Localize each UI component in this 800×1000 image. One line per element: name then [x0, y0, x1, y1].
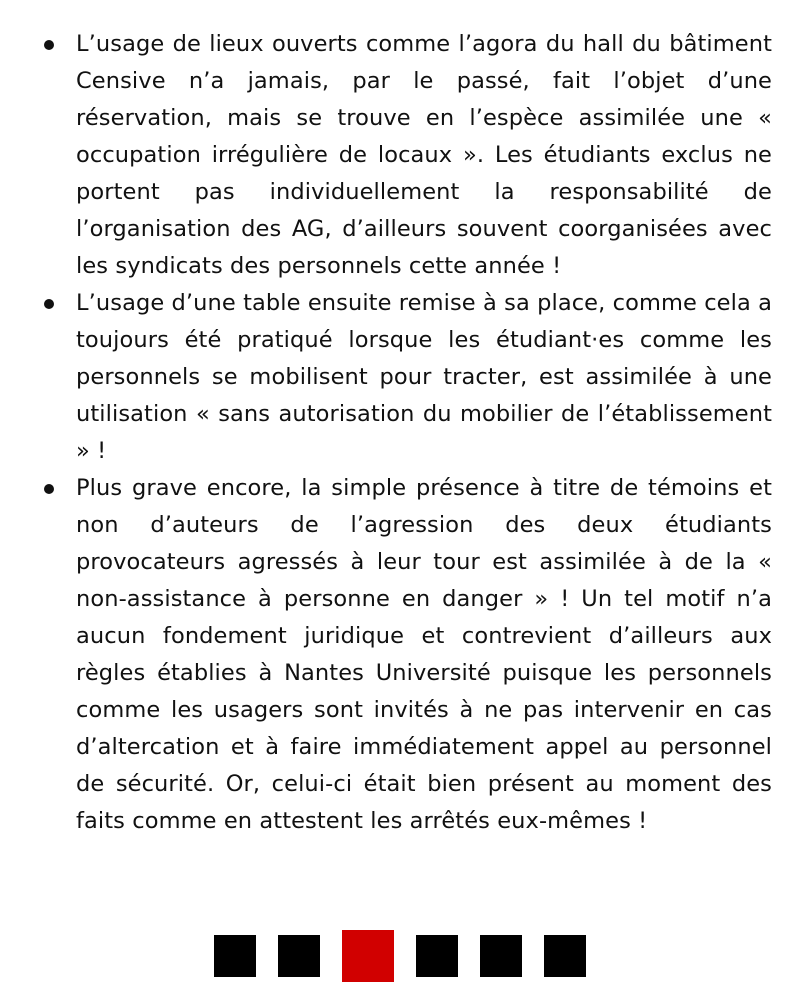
bullet-dot-icon	[44, 299, 54, 309]
page-dot-1[interactable]	[214, 935, 256, 977]
page-dot-4[interactable]	[416, 935, 458, 977]
bullet-dot-icon	[44, 40, 54, 50]
bullet-text: Plus grave encore, la simple présence à titre de témoins et non d’auteurs de l’agression des deux étudiants provocateurs agressés à leur tour est assimilée à de la « non-assistance à personne en danger » ! Un tel motif n’a aucun fondement juridique et contrevient d’ailleurs aux règles établies à Nantes Université puisque les personnels comme les usagers sont invités à ne pas intervenir en cas d’altercation et à faire immédiatement appel au personnel de sécurité. Or, celui-ci était bien présent au moment des faits comme en attestent les arrêtés eux-mêmes !	[76, 475, 772, 834]
bullet-dot-icon	[44, 484, 54, 494]
page-dot-2[interactable]	[278, 935, 320, 977]
bullet-text: L’usage de lieux ouverts comme l’agora du hall du bâtiment Censive n’a jamais, par le passé, fait l’objet d’une réservation, mais se trouve en l’espèce assimilée une « occupation irrégulière de locaux ». Les étudiants exclus ne portent pas individuellement la responsabilité de l’organisation des AG, d’ailleurs souvent coorganisées avec les syndicats des personnels cette année !	[76, 31, 772, 279]
bullet-item	[30, 26, 772, 285]
bullet-text: L’usage d’une table ensuite remise à sa place, comme cela a toujours été pratiqué lorsque les étudiant·es comme les personnels se mobilisent pour tracter, est assimilée à une utilisation « sans autorisation du mobilier de l’établissement » !	[76, 290, 772, 464]
bullet-list	[30, 26, 772, 840]
bullet-item	[30, 285, 772, 470]
document-body	[30, 26, 772, 840]
page-dot-5[interactable]	[480, 935, 522, 977]
bullet-item	[30, 470, 772, 840]
page-dot-active[interactable]	[342, 930, 394, 982]
page-indicator	[0, 930, 800, 982]
page-dot-6[interactable]	[544, 935, 586, 977]
